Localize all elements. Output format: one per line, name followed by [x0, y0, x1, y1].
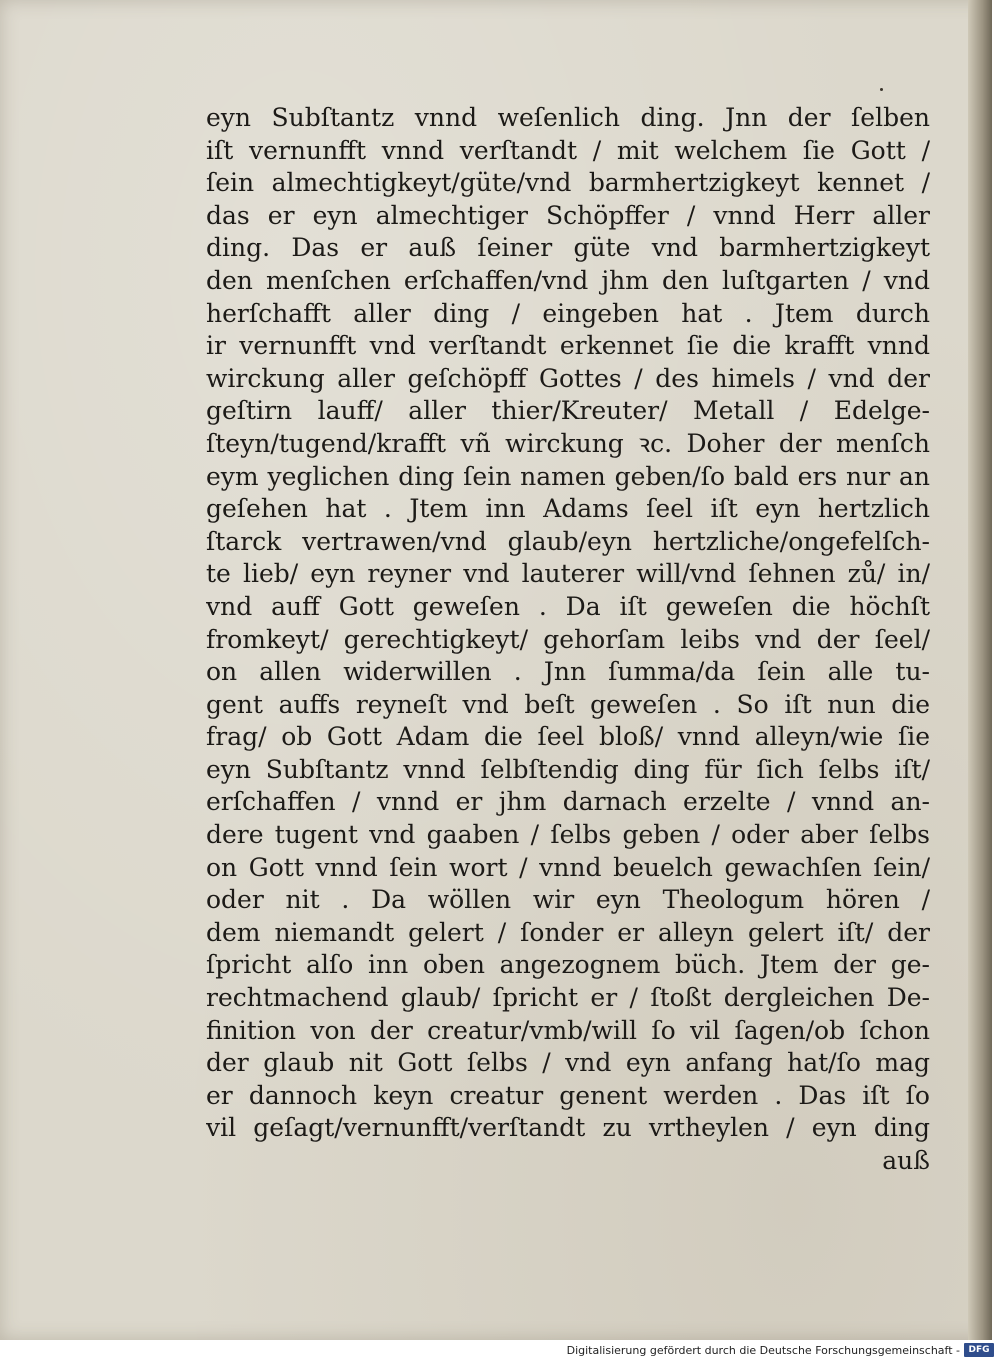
- text-line: on Gott vnnd ſein wort / vnnd beuelch gewachſen ſein/: [206, 852, 930, 882]
- text-line: vil geſagt/vernunfft/verſtandt zu vrtheylen / eyn ding: [206, 1113, 930, 1143]
- text-line: das er eyn almechtiger Schöpffer / vnnd Herr aller: [206, 200, 930, 230]
- text-line: dem niemandt gelert / ſonder er alleyn gelert iſt/ der: [206, 917, 930, 947]
- text-line: ſteyn/tugend/krafft vñ wirckung ꝛc. Doher der menſch: [206, 428, 930, 458]
- text-line: eyn Subſtantz vnnd weſenlich ding. Jnn der ſelben: [206, 103, 930, 132]
- page-gutter-shadow: [968, 0, 992, 1340]
- text-line: wirckung aller geſchöpff Gottes / des himels / vnd der: [206, 363, 930, 393]
- text-line: den menſchen erſchaffen/vnd jhm den luſtgarten / vnd: [206, 265, 930, 295]
- text-line: frag/ ob Gott Adam die ſeel bloß/ vnnd alleyn/wie ſie: [206, 722, 930, 752]
- text-line: ſein almechtigkeyt/güte/vnd barmhertzigkeyt kennet /: [206, 168, 930, 198]
- text-line: der glaub nit Gott ſelbs / vnd eyn anfang hat/ſo mag: [206, 1048, 930, 1078]
- dfg-logo: DFG: [964, 1343, 994, 1357]
- text-line: ir vernunfft vnd verſtandt erkennet ſie die krafft vnnd: [206, 331, 930, 361]
- page-text-block: [206, 102, 930, 1178]
- text-line: dere tugent vnd gaaben / ſelbs geben / oder aber ſelbs: [206, 820, 930, 850]
- text-line: ding. Das er auß ſeiner güte vnd barmhertzigkeyt: [206, 233, 930, 263]
- text-line: gent auffs reyneſt vnd beſt geweſen . So iſt nun die: [206, 689, 930, 719]
- text-line: te lieb/ eyn reyner vnd lauterer will/vnd ſehnen zů/ in/: [206, 559, 930, 589]
- text-line: geſehen hat . Jtem inn Adams ſeel iſt eyn hertzlich: [206, 494, 930, 524]
- text-line: geſtirn lauff/ aller thier/Kreuter/ Metall / Edelge-: [206, 396, 930, 426]
- text-line: ſtarck vertrawen/vnd glaub/eyn hertzliche/ongefelſch-: [206, 526, 930, 556]
- text-line: ſpricht alſo inn oben angezognem büch. Jtem der ge-: [206, 950, 930, 980]
- text-line: rechtmachend glaub/ ſpricht er / ſtoßt dergleichen De-: [206, 983, 930, 1013]
- text-line: eym yeglichen ding ſein namen geben/ſo bald ers nur an: [206, 461, 930, 491]
- text-line: vnd auff Gott geweſen . Da iſt geweſen die höchſt: [206, 591, 930, 621]
- text-line: finition von der creatur/vmb/will ſo vil ſagen/ob ſchon: [206, 1015, 930, 1045]
- footer-bar: [0, 1340, 1000, 1362]
- text-line: er dannoch keyn creatur genent werden . Das iſt ſo: [206, 1080, 930, 1110]
- text-line: erſchaffen / vnnd er jhm darnach erzelte / vnnd an-: [206, 787, 930, 817]
- text-line: on allen widerwillen . Jnn ſumma/da ſein alle tu-: [206, 657, 930, 687]
- ink-speck: [880, 88, 883, 91]
- text-line: iſt vernunfft vnnd verſtandt / mit welchem ſie Gott /: [206, 135, 930, 165]
- text-line: herſchafft aller ding / eingeben hat . Jtem durch: [206, 298, 930, 328]
- text-line: eyn Subſtantz vnnd ſelbſtendig ding für ſich ſelbs iſt/: [206, 754, 930, 784]
- footer-credit: Digitalisierung gefördert durch die Deutsche Forschungsgemeinschaft -: [566, 1344, 960, 1357]
- catchword: auß: [882, 1146, 930, 1175]
- text-line: fromkeyt/ gerechtigkeyt/ gehorſam leibs vnd der ſeel/: [206, 624, 930, 654]
- text-line: oder nit . Da wöllen wir eyn Theologum hören /: [206, 885, 930, 915]
